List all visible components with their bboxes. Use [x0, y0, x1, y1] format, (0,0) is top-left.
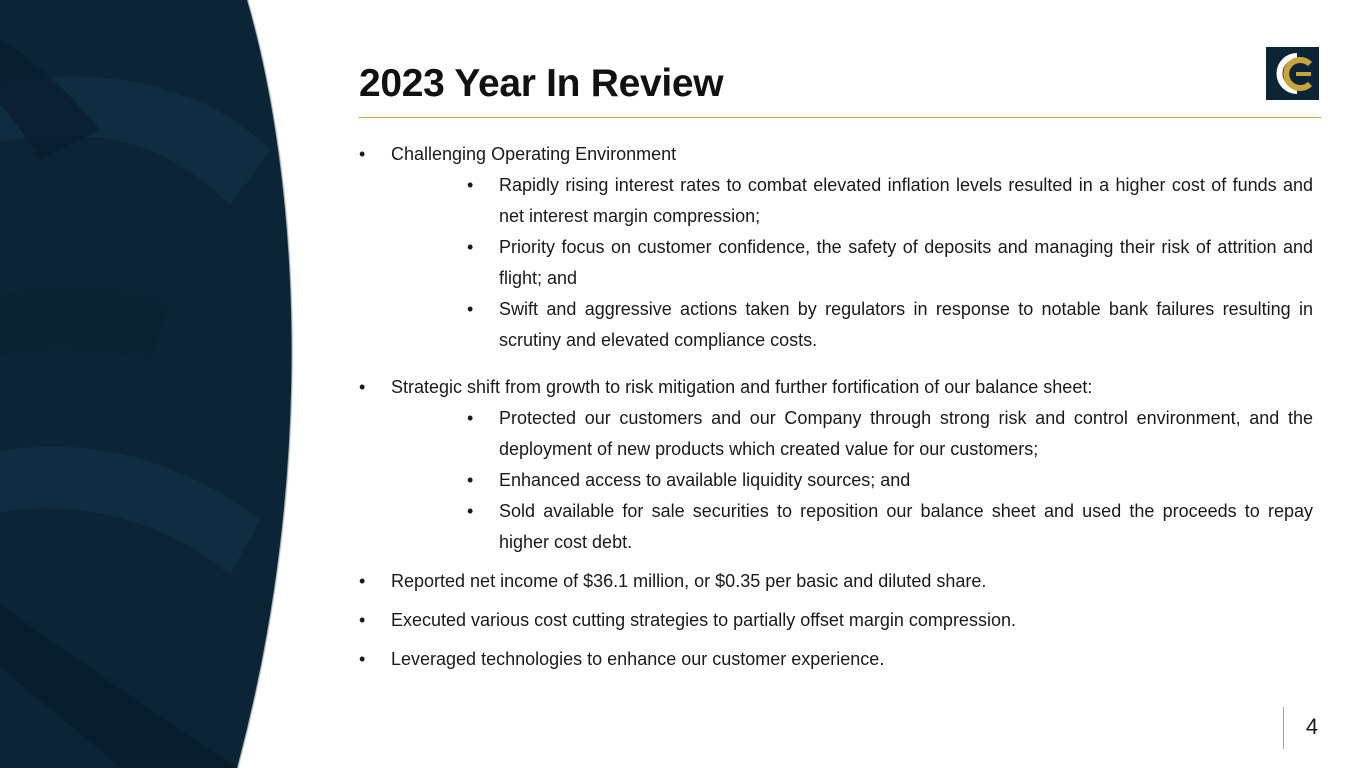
bullet-marker: • [467, 408, 474, 428]
bullet-content [359, 139, 1313, 675]
sub-bullet-text: Sold available for sale securities to reposition our balance sheet and used the proceeds to repay higher cost debt. [499, 501, 1313, 552]
bullet-item [359, 566, 1313, 597]
decorative-arc-graphic [0, 0, 320, 768]
sub-bullet-text: Protected our customers and our Company through strong risk and control environment, and the deployment of new products which created value for our customers; [499, 408, 1313, 459]
sub-bullet-text: Rapidly rising interest rates to combat elevated inflation levels resulted in a higher cost of funds and net interest margin compression; [499, 175, 1313, 226]
sub-bullet-item [391, 294, 1313, 356]
bullet-marker: • [467, 237, 474, 257]
bullet-item [359, 139, 1313, 356]
sub-bullet-item [391, 465, 1313, 496]
bullet-marker: • [359, 571, 366, 591]
bullet-marker: • [467, 175, 474, 195]
bullet-text: Reported net income of $36.1 million, or $0.35 per basic and diluted share. [391, 571, 987, 591]
bullet-marker: • [467, 299, 474, 319]
bullet-marker: • [467, 501, 474, 521]
bullet-marker: • [359, 610, 366, 630]
sub-bullet-item [391, 232, 1313, 294]
bullet-item [359, 605, 1313, 636]
sub-bullet-text: Enhanced access to available liquidity sources; and [499, 470, 911, 490]
sub-bullet-list [391, 170, 1313, 356]
page-number: 4 [1305, 714, 1319, 739]
sub-bullet-text: Swift and aggressive actions taken by regulators in response to notable bank failures resulting in scrutiny and elevated compliance costs. [499, 299, 1313, 350]
bullet-text: Leveraged technologies to enhance our customer experience. [391, 649, 885, 669]
bullet-marker: • [359, 649, 366, 669]
bullet-marker: • [467, 470, 474, 490]
sub-bullet-list [391, 403, 1313, 558]
sub-bullet-item [391, 170, 1313, 232]
bullet-item [359, 644, 1313, 675]
bullet-text: Executed various cost cutting strategies to partially offset margin compression. [391, 610, 1016, 630]
bullet-item [359, 372, 1313, 558]
sub-bullet-item [391, 403, 1313, 465]
bullet-marker: • [359, 144, 366, 164]
sub-bullet-text: Priority focus on customer confidence, the safety of deposits and managing their risk of attrition and flight; and [499, 237, 1313, 288]
sub-bullet-item [391, 496, 1313, 558]
slide-title: 2023 Year In Review [359, 62, 724, 105]
title-underline [359, 117, 1321, 118]
bullet-text: Challenging Operating Environment [391, 144, 677, 164]
page-number-divider [1283, 707, 1284, 749]
company-logo-icon [1266, 47, 1319, 100]
bullet-marker: • [359, 377, 366, 397]
bullet-list [359, 139, 1313, 675]
bullet-text: Strategic shift from growth to risk mitigation and further fortification of our balance sheet: [391, 377, 1093, 397]
